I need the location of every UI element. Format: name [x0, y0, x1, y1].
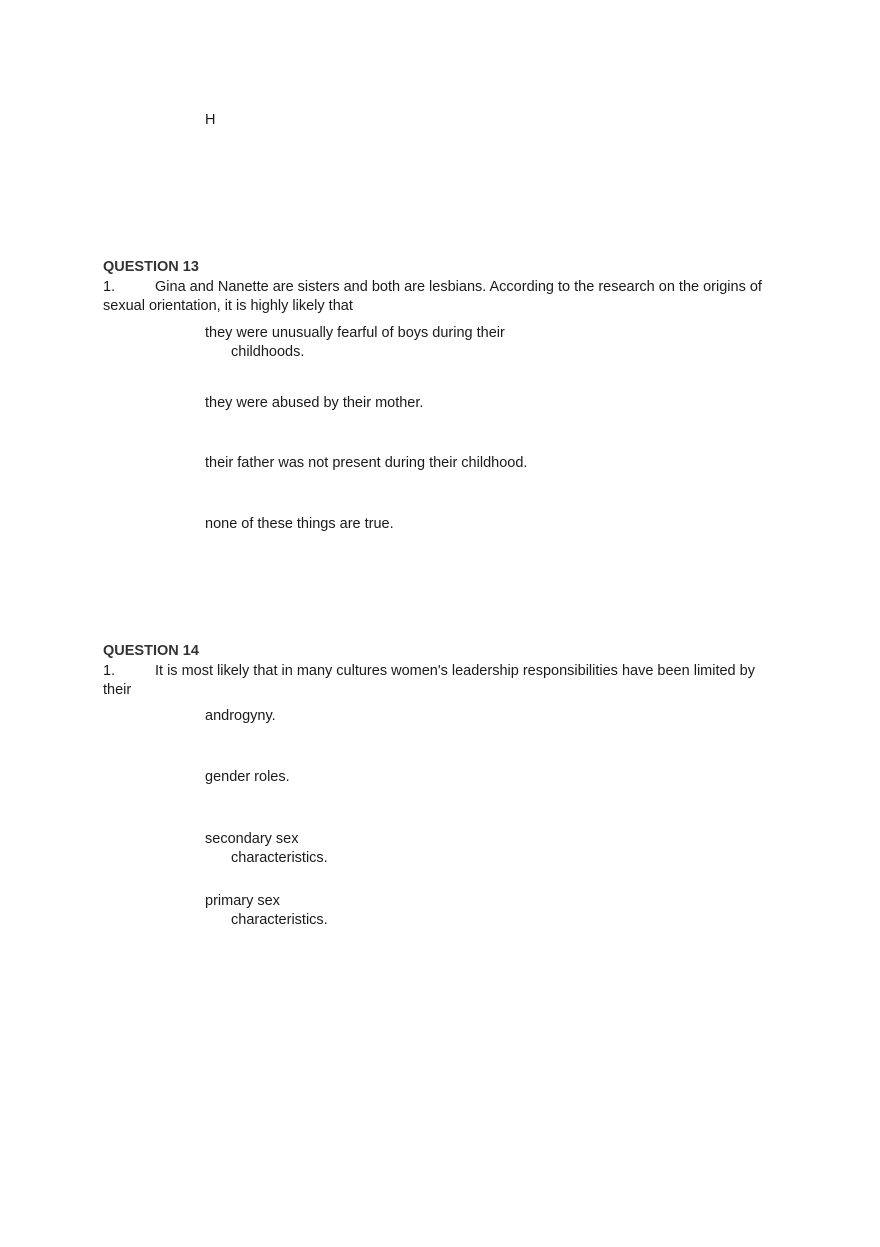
question-stem-line-1: Gina and Nanette are sisters and both are lesbians. According to the research on the origins of — [155, 279, 762, 295]
answer-option-b[interactable] — [205, 768, 290, 787]
question-stem-line-1: It is most likely that in many cultures women's leadership responsibilities have been limited by — [155, 663, 755, 679]
stray-letter: H — [205, 112, 216, 128]
answer-option-text: gender roles. — [205, 769, 290, 785]
answer-option-c[interactable] — [205, 454, 527, 473]
question-number: 1. — [103, 663, 116, 679]
answer-option-text: their father was not present during their childhood. — [205, 455, 528, 471]
question-stem-line-2: their — [103, 682, 132, 698]
answer-option-text: none of these things are true. — [205, 516, 394, 532]
answer-option-text: they were abused by their mother. — [205, 395, 424, 411]
answer-option-text-cont: characteristics. — [231, 912, 328, 928]
answer-option-text-cont: characteristics. — [231, 850, 328, 866]
answer-option-c[interactable] — [205, 830, 328, 868]
question-number: 1. — [103, 279, 116, 295]
answer-option-a[interactable] — [205, 707, 276, 726]
answer-option-a[interactable] — [205, 324, 505, 362]
answer-option-text: primary sex — [205, 893, 280, 909]
question-stem-line-2: sexual orientation, it is highly likely that — [103, 298, 353, 314]
answer-option-text: secondary sex — [205, 831, 299, 847]
answer-option-text-cont: childhoods. — [231, 344, 305, 360]
question-title: QUESTION 14 — [103, 643, 199, 659]
question-title: QUESTION 13 — [103, 259, 199, 275]
answer-option-d[interactable] — [205, 892, 328, 930]
answer-option-b[interactable] — [205, 394, 423, 413]
answer-option-d[interactable] — [205, 515, 394, 534]
answer-option-text: they were unusually fearful of boys during their — [205, 325, 505, 341]
answer-option-text: androgyny. — [205, 708, 276, 724]
